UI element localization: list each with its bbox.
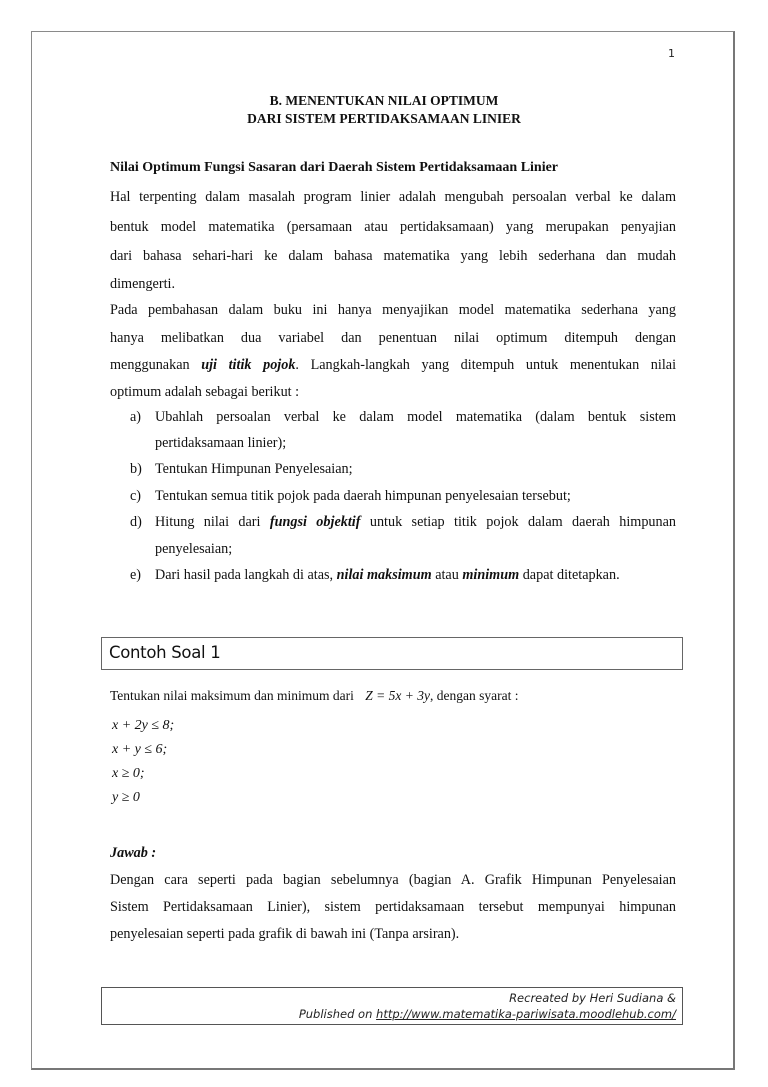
paragraph-2-line [110,357,676,374]
footer-published-label: Published on [298,1007,377,1021]
answer-line: penyelesaian seperti pada grafik di bawah ini (Tanpa arsiran). [110,926,460,942]
paragraph-2-text: menggunakan [110,357,202,373]
chapter-title-line-1: B. MENENTUKAN NILAI OPTIMUM [269,93,499,108]
step-marker: c) [130,488,142,504]
emphasis-nilai-maksimum: nilai maksimum [336,567,432,583]
step-marker: a) [130,409,142,425]
constraint: x ≥ 0; [112,766,145,781]
answer-label: Jawab : [110,845,157,861]
paragraph-1-line: dimengerti. [110,276,176,292]
step-c-text: Tentukan semua titik pojok pada daerah himpunan penyelesaian tersebut; [155,488,571,504]
step-marker: b) [130,461,142,477]
step-d-text [155,514,676,531]
constraint: x + 2y ≤ 8; [112,718,175,733]
answer-line: Sistem Pertidaksamaan Linier), sistem pertidaksamaan tersebut mempunyai himpunan [110,899,676,915]
paragraph-2-line: Pada pembahasan dalam buku ini hanya menyajikan model matematika sederhana yang [110,302,676,318]
paragraph-2-line: optimum adalah sebagai berikut : [110,384,300,400]
step-e-pre: Dari hasil pada langkah di atas, [155,567,337,583]
footer-box [101,987,683,1025]
emphasis-uji-titik-pojok: uji titik pojok [201,357,296,373]
problem-text-pre: Tentukan nilai maksimum dan minimum dari [110,688,358,703]
emphasis-minimum: minimum [462,567,520,583]
constraint: y ≥ 0 [112,790,140,805]
example-heading-box [101,637,683,670]
step-a-text: Ubahlah persoalan verbal ke dalam model matematika (dalam bentuk sistem [155,409,676,425]
emphasis-fungsi-objektif: fungsi objektif [269,514,361,530]
paragraph-1-line: Hal terpenting dalam masalah program linier adalah mengubah persoalan verbal ke dalam [110,189,676,205]
paragraph-2-line: hanya melibatkan dua variabel dan penentuan nilai optimum ditempuh dengan [110,330,676,346]
step-a-text-cont: pertidaksamaan linier); [155,435,287,451]
paragraph-1-line: dari bahasa sehari-hari ke dalam bahasa matematika yang lebih sederhana dan mudah [110,248,676,264]
step-marker: d) [130,514,142,530]
paragraph-1-line: bentuk model matematika (persamaan atau pertidaksamaan) yang merupakan penyajian [110,219,676,235]
objective-function: Z = 5x + 3y [365,688,430,703]
step-e-post: dapat ditetapkan. [519,567,620,583]
step-b-text: Tentukan Himpunan Penyelesaian; [155,461,353,477]
paragraph-2-text: . Langkah-langkah yang ditempuh untuk menentukan nilai [295,357,677,373]
footer-credit: Recreated by Heri Sudiana & [509,991,676,1005]
example-heading-label: Contoh Soal 1 [109,643,221,662]
section-heading: Nilai Optimum Fungsi Sasaran dari Daerah Sistem Pertidaksamaan Linier [110,160,559,175]
footer-url-link[interactable]: http://www.matematika-pariwisata.moodlehub.com/ [376,1007,676,1021]
constraint: x + y ≤ 6; [112,742,168,757]
step-d-text-cont: penyelesaian; [155,541,233,557]
step-e-text [155,567,676,584]
footer-published [299,1007,676,1021]
step-marker: e) [130,567,142,583]
problem-text-post: , dengan syarat : [429,688,519,703]
step-e-mid: atau [431,567,463,583]
chapter-title-line-2: DARI SISTEM PERTIDAKSAMAAN LINIER [247,111,521,126]
page-number: 1 [668,47,675,60]
step-d-post: untuk setiap titik pojok dalam daerah himpunan [360,514,676,530]
problem-statement [110,688,518,704]
step-d-pre: Hitung nilai dari [155,514,270,530]
answer-line: Dengan cara seperti pada bagian sebelumnya (bagian A. Grafik Himpunan Penyelesaian [110,872,676,888]
